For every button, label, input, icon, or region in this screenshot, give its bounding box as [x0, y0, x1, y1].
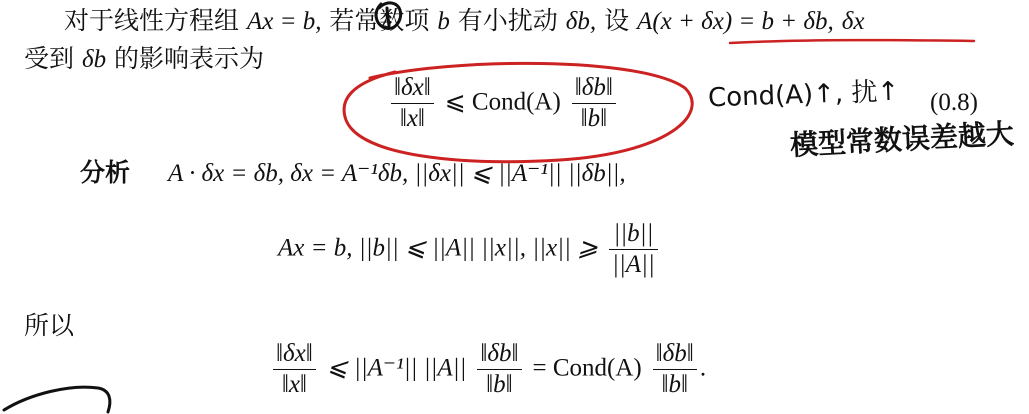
fraction	[477, 340, 521, 398]
text-segment: 设	[596, 6, 638, 35]
fraction-bar	[609, 249, 658, 250]
denominator: ‖b‖	[661, 370, 689, 398]
period: .	[699, 354, 707, 382]
numerator: ||b||	[613, 220, 654, 247]
text-segment: 若常数项	[329, 6, 438, 35]
red-underline-mark	[728, 36, 978, 48]
text-segment: 对于线性方程组	[64, 6, 247, 35]
analysis-line	[80, 160, 626, 186]
fraction-bar	[572, 103, 616, 104]
equation-0-8	[388, 74, 619, 132]
text-segment: 受到	[24, 44, 82, 73]
numerator: ‖δb‖	[574, 74, 613, 101]
math-segment: ⩽ ||A⁻¹|| ||A||	[326, 354, 467, 382]
fraction-bar	[391, 103, 434, 104]
math-segment: ⩽ Cond(A)	[444, 88, 561, 116]
denominator: ||A||	[612, 250, 655, 278]
math-segment: δb	[81, 46, 107, 73]
text-segment: 有小扰动	[449, 6, 566, 35]
numerator: ‖δx‖	[276, 340, 313, 367]
line-1	[64, 8, 864, 34]
analysis-label: 分析	[80, 158, 131, 187]
text-segment: 的影响表示为	[106, 44, 265, 73]
fraction	[273, 340, 316, 398]
fraction-bar	[653, 369, 697, 370]
fraction-bar	[477, 369, 521, 370]
handwritten-note-2: 模型常数误差越大	[789, 117, 1015, 162]
math-segment: b	[437, 8, 450, 35]
math-segment: δx	[841, 8, 865, 35]
denominator: ‖b‖	[580, 104, 608, 132]
fraction	[391, 74, 434, 132]
line-2	[24, 46, 264, 72]
math-segment: A(x + δx) = b + δb,	[637, 8, 834, 35]
equation-number: (0.8)	[930, 89, 978, 116]
math-segment: δb,	[565, 8, 597, 35]
numerator: ‖δx‖	[394, 74, 431, 101]
math-segment: Ax = b, ||b|| ⩽ ||A|| ||x||, ||x|| ⩾	[278, 234, 599, 262]
pen-arc-mark	[0, 380, 120, 414]
denominator: ‖b‖	[486, 370, 513, 398]
denominator: ‖x‖	[399, 104, 425, 132]
math-segment: A · δx = δb, δx = A⁻¹δb, ||δx|| ⩽ ||A⁻¹|| ||δb||,	[167, 160, 626, 187]
math-segment: = Cond(A)	[532, 354, 642, 382]
handwritten-note-1: Cond(A)↑, 扰↑	[707, 76, 900, 114]
fraction	[572, 74, 616, 132]
fraction-bar	[273, 369, 316, 370]
equation-mid	[278, 220, 661, 278]
math-segment: Ax = b,	[246, 8, 322, 35]
denominator: ‖x‖	[281, 370, 307, 398]
suoyi-label: 所以	[24, 311, 75, 340]
equation-final	[270, 340, 706, 398]
numerator: ‖δb‖	[480, 340, 519, 367]
fraction	[653, 340, 697, 398]
fraction	[609, 220, 658, 278]
numerator: ‖δb‖	[655, 340, 694, 367]
